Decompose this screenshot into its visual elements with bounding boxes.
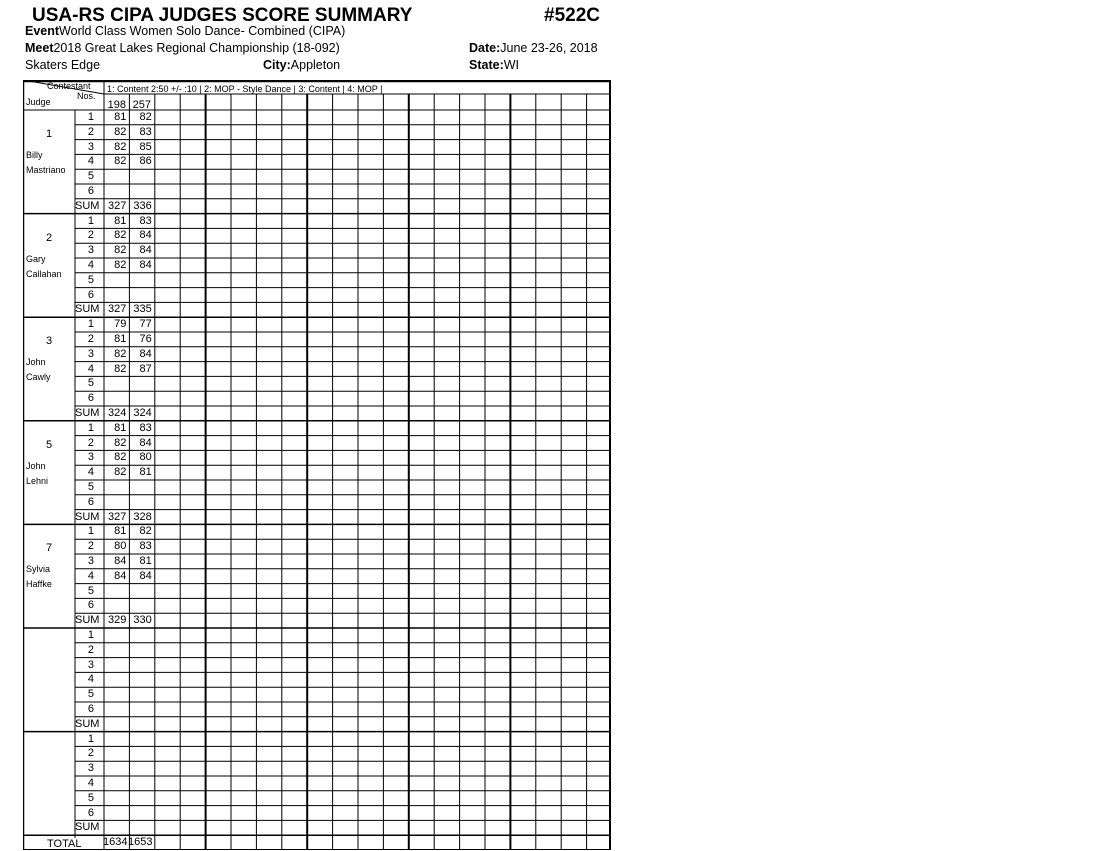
row-label: 1	[87, 732, 94, 745]
score-cell: 82	[114, 362, 127, 375]
judge-last-name: Haffke	[26, 579, 52, 590]
row-label: 6	[87, 806, 94, 819]
score-cell: 84	[139, 569, 152, 582]
city-label: City:	[263, 58, 291, 72]
meet-label: Meet	[25, 41, 54, 55]
row-label: 5	[87, 273, 94, 286]
sum-cell: 336	[133, 199, 152, 212]
row-label: SUM	[75, 407, 100, 419]
row-label: SUM	[75, 199, 100, 212]
judge-number: 2	[45, 231, 53, 244]
row-label: 4	[87, 673, 94, 686]
row-label: 1	[87, 421, 94, 434]
score-cell: 83	[139, 421, 152, 434]
state-value: WI	[503, 58, 520, 72]
score-cell: 82	[139, 111, 152, 123]
row-label: 2	[87, 125, 94, 138]
row-label: 5	[87, 791, 94, 804]
score-cell: 82	[114, 140, 127, 153]
row-label: 6	[87, 185, 94, 197]
row-label: 6	[87, 392, 94, 405]
nos-label: Nos.	[77, 91, 96, 101]
score-cell: 82	[114, 347, 127, 360]
row-label: 1	[87, 111, 94, 123]
score-cell: 84	[139, 347, 152, 360]
event-value: World Class Women Solo Dance- Combined (CIPA)	[59, 24, 346, 38]
row-label: 3	[87, 658, 94, 671]
judge-first-name: John	[26, 357, 46, 368]
city-line	[263, 58, 340, 72]
row-label: 1	[87, 214, 94, 227]
row-label: 6	[87, 495, 94, 508]
row-label: 3	[87, 451, 94, 464]
judge-first-name: Sylvia	[26, 564, 51, 575]
row-label: 1	[87, 318, 94, 331]
row-label: 4	[87, 569, 94, 582]
sum-cell: 329	[108, 614, 127, 627]
score-cell: 85	[139, 140, 152, 153]
sum-cell: 327	[108, 510, 127, 523]
row-label: 3	[87, 762, 94, 775]
judge-label: Judge	[26, 97, 51, 107]
row-label: 2	[87, 436, 94, 449]
score-table	[23, 80, 611, 850]
row-label: 6	[87, 599, 94, 612]
row-label: 1	[87, 525, 94, 538]
score-cell: 82	[114, 259, 127, 271]
judge-first-name: Gary	[26, 253, 46, 264]
row-label: 3	[87, 140, 94, 153]
total-label: TOTAL	[47, 838, 82, 850]
sum-cell: 335	[133, 303, 152, 316]
row-label: 5	[87, 377, 94, 390]
score-cell: 80	[139, 451, 152, 464]
row-label: 3	[87, 347, 94, 360]
score-cell: 83	[139, 214, 152, 227]
meet-value: 2018 Great Lakes Regional Championship (18-092)	[53, 41, 340, 55]
date-value: June 23-26, 2018	[500, 41, 598, 55]
judge-last-name: Callahan	[26, 268, 62, 279]
score-cell: 80	[114, 540, 127, 553]
row-label: SUM	[75, 510, 100, 523]
row-label: 4	[87, 362, 94, 375]
judge-last-name: Cawly	[26, 372, 51, 383]
row-label: 6	[87, 703, 94, 715]
club-name: Skaters Edge	[25, 58, 101, 72]
total-cell: 1634	[103, 836, 128, 848]
judge-first-name: Billy	[26, 150, 43, 160]
row-label: SUM	[75, 821, 100, 834]
document-title: USA-RS CIPA JUDGES SCORE SUMMARY	[32, 5, 413, 26]
row-label: 4	[87, 777, 94, 789]
score-cell: 82	[114, 451, 127, 464]
contestant-number: 198	[107, 99, 126, 111]
sum-cell: 328	[133, 510, 152, 523]
contestant-number: 257	[132, 99, 151, 111]
event-label: Event	[25, 24, 60, 38]
score-cell: 84	[114, 555, 127, 567]
score-cell: 81	[114, 525, 127, 538]
event-line	[25, 24, 345, 38]
row-label: 1	[87, 629, 94, 641]
score-cell: 83	[139, 125, 152, 138]
row-label: SUM	[75, 614, 100, 627]
row-label: SUM	[75, 717, 100, 730]
row-label: 5	[87, 170, 94, 183]
row-label: 6	[87, 288, 94, 301]
row-label: 4	[87, 259, 94, 271]
row-label: 2	[87, 747, 94, 760]
row-label: 4	[87, 466, 94, 479]
score-cell: 81	[114, 214, 127, 227]
score-cell: 84	[139, 436, 152, 449]
score-cell: 77	[139, 318, 152, 331]
score-cell: 81	[114, 333, 127, 345]
score-cell: 79	[114, 318, 127, 331]
judge-number: 3	[45, 335, 53, 348]
score-cell: 82	[114, 244, 127, 257]
date-label: Date:	[469, 41, 501, 55]
sum-cell: 324	[108, 407, 127, 419]
score-cell: 84	[114, 569, 127, 582]
table-gridlines	[23, 80, 611, 850]
score-cell: 84	[139, 229, 152, 242]
row-label: 2	[87, 229, 94, 242]
judge-first-name: John	[26, 460, 46, 471]
judge-number: 7	[45, 542, 53, 555]
score-cell: 87	[139, 362, 152, 375]
judge-last-name: Mastriano	[26, 165, 66, 175]
state-line	[469, 58, 519, 72]
score-cell: 82	[139, 525, 152, 538]
score-cell: 82	[114, 125, 127, 138]
row-label: SUM	[75, 303, 100, 316]
state-label: State:	[469, 58, 504, 72]
sum-cell: 327	[108, 303, 127, 316]
score-cell: 81	[114, 421, 127, 434]
score-cell: 81	[114, 111, 127, 123]
score-cell: 76	[139, 333, 152, 345]
row-label: 5	[87, 688, 94, 701]
score-cell: 82	[114, 466, 127, 479]
date-line	[469, 41, 598, 55]
score-cell: 86	[139, 155, 152, 168]
sum-cell: 330	[133, 614, 152, 627]
judge-last-name: Lehni	[26, 475, 49, 486]
row-label: 3	[87, 244, 94, 257]
score-cell: 82	[114, 436, 127, 449]
row-label: 5	[87, 584, 94, 597]
row-label: 2	[87, 540, 94, 553]
row-label: 2	[87, 643, 94, 656]
score-cell: 82	[114, 229, 127, 242]
score-cell: 84	[139, 259, 152, 271]
total-cell: 1653	[128, 836, 153, 848]
row-label: 4	[87, 155, 94, 168]
judge-number: 5	[45, 438, 53, 451]
sum-cell: 327	[108, 199, 127, 212]
city-value: Appleton	[290, 58, 341, 72]
score-cell: 82	[114, 155, 127, 168]
score-cell: 81	[139, 555, 152, 567]
score-cell: 83	[139, 540, 152, 553]
row-label: 2	[87, 333, 94, 345]
meet-line	[25, 41, 340, 55]
event-legend: 1: Content 2:50 +/- :10 | 2: MOP - Style Dance | 3: Content | 4: MOP |	[107, 84, 383, 94]
sum-cell: 324	[133, 407, 152, 419]
judge-number: 1	[45, 128, 53, 140]
score-cell: 84	[139, 244, 152, 257]
row-label: 3	[87, 555, 94, 567]
contestant-label: Contestant	[47, 81, 91, 91]
document-number: #522C	[544, 5, 600, 26]
score-cell: 81	[139, 466, 152, 479]
row-label: 5	[87, 481, 94, 493]
